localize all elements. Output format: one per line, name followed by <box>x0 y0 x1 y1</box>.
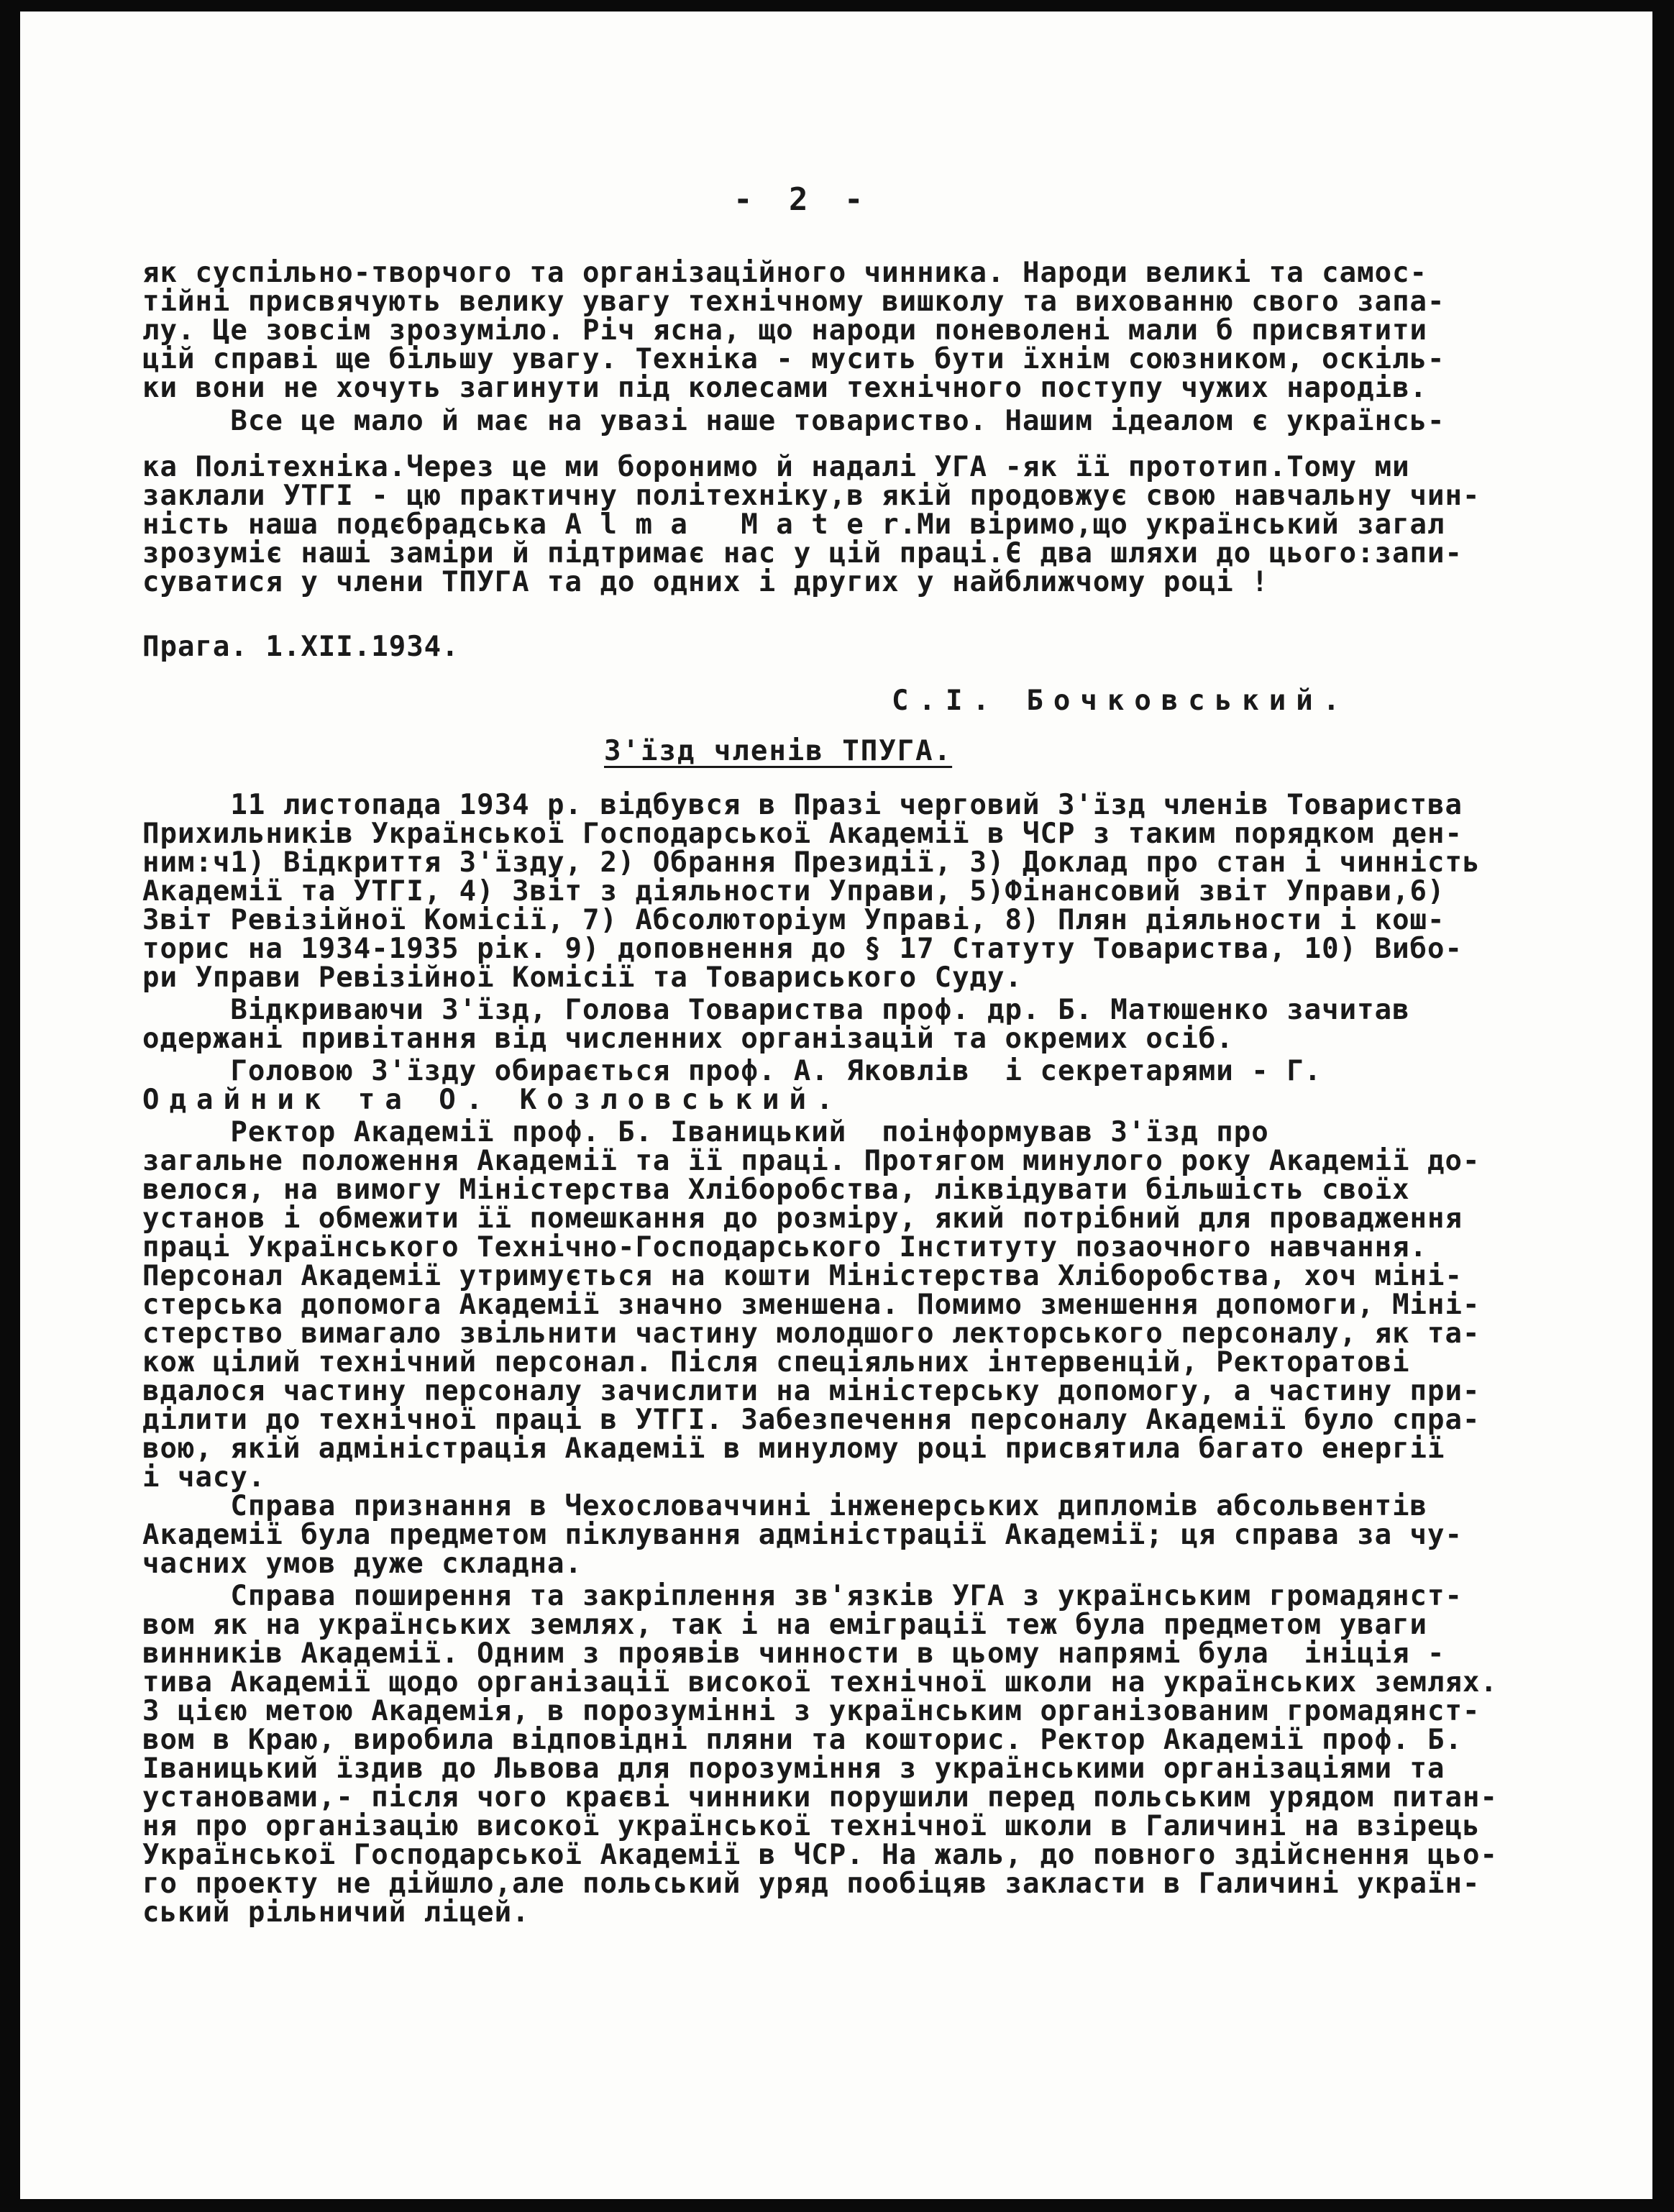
text-line: ним:ч1) Відкриття З'їзду, 2) Обрання Президії, 3) Доклад про стан і чинність <box>142 846 1481 879</box>
text-line: праці Українського Технічно-Господарського Інституту позаочного навчання. <box>142 1231 1428 1263</box>
text-line: установами,- після чого краєві чинники порушили перед польським урядом питан- <box>142 1781 1498 1814</box>
text-line: установ і обмежити її помешкання до розміру, який потрібний для провадження <box>142 1202 1463 1235</box>
text-line: ри Управи Ревізійної Комісії та Товариського Суду. <box>142 961 1023 994</box>
text-line: зрозуміє наші заміри й підтримає нас у цій праці.Є два шляхи до цього:запи- <box>142 537 1463 570</box>
text-line: ність наша подєбрадська А l m a M a t e r.Ми віримо,що український загал <box>142 508 1445 541</box>
scan-border-right <box>1652 0 1674 2212</box>
text-line: і часу. <box>142 1461 266 1494</box>
text-line: вом в Краю, виробила відповідні пляни та кошторис. Ректор Академії проф. Б. <box>142 1724 1463 1756</box>
text-line: Прихильників Української Господарської Академії в ЧСР з таким порядком ден- <box>142 818 1463 850</box>
page-number: - 2 - <box>733 181 872 218</box>
text-line: ки вони не хочуть загинути під колесами технічного поступу чужих народів. <box>142 372 1428 404</box>
text-line: Української Господарської Академії в ЧСР. На жаль, до повного здійснення цьо- <box>142 1839 1498 1871</box>
signature: С.І. Бочковський. <box>892 685 1350 717</box>
text-line: суватися у члени ТПУГА та до одних і других у найближчому році ! <box>142 566 1269 598</box>
text-line: ський рільничий ліцей. <box>142 1896 530 1929</box>
text-line: Персонал Академії утримується на кошти Міністерства Хліборобства, хоч міні- <box>142 1260 1463 1292</box>
section-title: З'їзд членів ТПУГА. <box>604 735 953 767</box>
text-line: вдалося частину персоналу зачислити на міністерську допомогу, а частину при- <box>142 1375 1481 1407</box>
text-line: загальне положення Академії та її праці. Протягом минулого року Академії до- <box>142 1145 1481 1177</box>
text-line: стерство вимагало звільнити частину молодшого лекторського персоналу, як та- <box>142 1317 1481 1350</box>
text-line: винників Академії. Одним з проявів чинности в цьому напрямі була ініція - <box>142 1637 1445 1670</box>
text-line: Академії та УТГІ, 4) Звіт з діяльности Управи, 5)Фінансовий звіт Управи,6) <box>142 875 1445 908</box>
text-line: Одайник та О. Козловський. <box>142 1084 843 1116</box>
text-line: тійні присвячують велику увагу технічному вишколу та вихованню свого запа- <box>142 285 1445 318</box>
text-line: Ректор Академії проф. Б. Іваницький поінформував З'їзд про <box>142 1116 1269 1148</box>
text-line: вом як на українських землях, так і на еміграції теж була предметом уваги <box>142 1609 1428 1641</box>
text-line: Іваницький їздив до Львова для порозуміння з українськими організаціями та <box>142 1752 1445 1785</box>
text-line: Все це мало й має на увазі наше товариство. Нашим ідеалом є українсь- <box>142 405 1445 437</box>
text-line: Справа поширення та закріплення зв'язків УГА з українським громадянст- <box>142 1580 1463 1612</box>
text-line: Відкриваючи З'їзд, Голова Товариства проф. др. Б. Матюшенко зачитав <box>142 994 1410 1026</box>
text-line: часних умов дуже складна. <box>142 1548 582 1580</box>
text-line: кож цілий технічний персонал. Після спеціяльних інтервенцій, Ректоратові <box>142 1346 1410 1379</box>
text-line: Справа признання в Чехословаччині інженерських дипломів абсольвентів <box>142 1490 1428 1522</box>
text-line: 11 листопада 1934 р. відбувся в Празі черговий З'їзд членів Товариства <box>142 789 1463 821</box>
text-line: вою, якій адміністрація Академії в минулому році присвятила багато енергії <box>142 1432 1445 1465</box>
date-line: Прага. 1.XII.1934. <box>142 631 459 663</box>
text-line: ділити до технічної праці в УТГІ. Забезпечення персоналу Академії було спра- <box>142 1404 1481 1436</box>
text-line: як суспільно-творчого та організаційного чинника. Народи великі та самос- <box>142 257 1428 289</box>
text-line: тива Академії щодо організації високої технічної школи на українських землях. <box>142 1666 1498 1699</box>
text-line: цій справі ще більшу увагу. Техніка - мусить бути їхнім союзником, оскіль- <box>142 343 1445 375</box>
text-line: ка Політехніка.Через це ми боронимо й надалі УГА -як її прототип.Тому ми <box>142 451 1410 483</box>
text-line: Головою З'їзду обирається проф. А. Яковлів і секретарями - Г. <box>142 1055 1322 1087</box>
scan-border-left <box>0 0 20 2212</box>
text-line: З цією метою Академія, в порозумінні з українським організованим громадянст- <box>142 1695 1481 1727</box>
text-line: лу. Це зовсім зрозуміло. Річ ясна, що народи поневолені мали б присвятити <box>142 314 1428 347</box>
text-line: торис на 1934-1935 рік. 9) доповнення до § 17 Статуту Товариства, 10) Вибо- <box>142 933 1463 965</box>
scan-border-top <box>0 0 1674 12</box>
text-line: стерська допомога Академії значно зменшена. Помимо зменшення допомоги, Міні- <box>142 1289 1481 1321</box>
text-line: Академії була предметом піклування адміністрації Академії; ця справа за чу- <box>142 1519 1463 1551</box>
scan-border-bottom <box>0 2199 1674 2212</box>
text-line: Звіт Ревізійної Комісії, 7) Абсолюторіум Управі, 8) Плян діяльности і кош- <box>142 904 1445 936</box>
text-line: одержані привітання від численних організацій та окремих осіб. <box>142 1023 1234 1055</box>
text-line: заклали УТГІ - цю практичну політехніку,в якій продовжує свою навчальну чин- <box>142 480 1481 512</box>
text-line: го проекту не дійшло,але польський уряд пообіцяв закласти в Галичині україн- <box>142 1868 1481 1900</box>
text-line: велося, на вимогу Міністерства Хліборобства, ліквідувати більшість своїх <box>142 1174 1410 1206</box>
text-line: ня про організацію високої української технічної школи в Галичині на взірець <box>142 1810 1481 1842</box>
